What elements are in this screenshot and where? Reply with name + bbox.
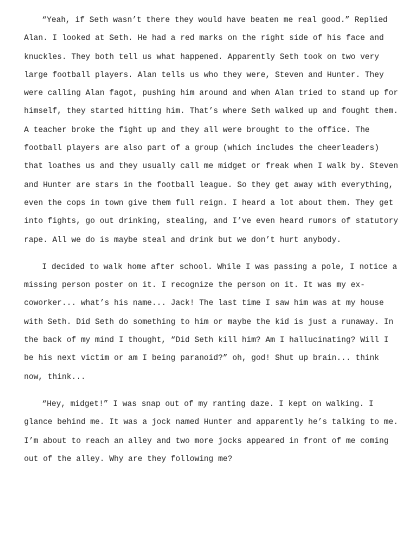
paragraph-2: I decided to walk home after school. While I was passing a pole, I notice a missing person poster on it. I recognize the person on it. It was my ex-coworker... what’s his name... Jack! The last time I saw him was at my house with Seth. Did Seth do something to him or maybe the kid is just a runaway. In the back of my mind I thought, “Did Seth kill him? Am I hallucinating? Will I be his next victim or am I being paranoid?” oh, god! Shut up brain... think now, think... bbox=[24, 262, 398, 382]
paragraph-1: “Yeah, if Seth wasn’t there they would have beaten me real good.” Replied Alan. I looked at Seth. He had a red marks on the right side of his face and knuckles. They both tell us what happened. Apparently Seth took on two very large football players. Alan tells us who they were, Steven and Hunter. They were calling Alan fagot, pushing him around and when Alan tried to stand up for himself, they started hitting him. That’s where Seth walked up and fought them. A teacher broke the fight up and they all were brought to the office. The football players are also part of a group (which includes the cheerleaders) that loathes us and they usually call me midget or freak when I walk by. Steven and Hunter are stars in the football league. So they get away with everything, even the cops in town give them full reign. I heard a lot about them. They get into fights, go out drinking, stealing, and I’ve even heard rumors of statutory rape. All we do is maybe steal and drink but we don’t hurt anybody. bbox=[24, 16, 399, 245]
document-body bbox=[24, 12, 402, 478]
paragraph-3: “Hey, midget!” I was snap out of my ranting daze. I kept on walking. I glance behind me. It was a jock named Hunter and apparently he’s talking to me. I’m about to reach an alley and two more jocks appeared in front of me coming out of the alley. Why are they following me? bbox=[24, 399, 399, 464]
